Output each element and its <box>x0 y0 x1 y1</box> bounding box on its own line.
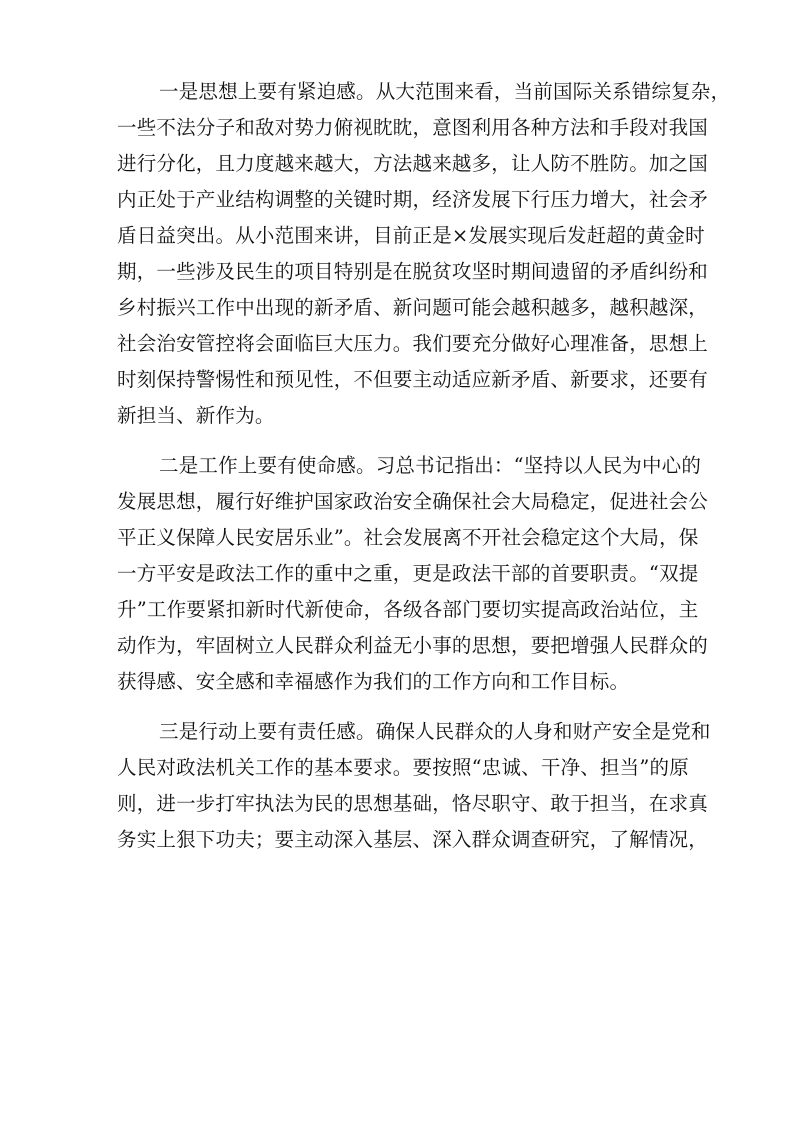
text-line: 期，一些涉及民生的项目特别是在脱贫攻坚时期间遗留的矛盾纠纷和 <box>117 260 709 283</box>
text-line: 人民对政法机关工作的基本要求。要按照“忠诚、干净、担当”的原 <box>117 756 689 779</box>
text-line: 乡村振兴工作中出现的新矛盾、新问题可能会越积越多，越积越深， <box>117 296 709 319</box>
text-line: 一方平安是政法工作的重中之重，更是政法干部的首要职责。“双提 <box>117 562 699 585</box>
text-line: 新担当、新作为。 <box>117 404 275 427</box>
text-line: 盾日益突出。从小范围来讲，目前正是×发展实现后发赶超的黄金时 <box>117 224 705 247</box>
text-line: 时刻保持警惕性和预见性，不但要主动适应新矛盾、新要求，还要有 <box>117 368 709 391</box>
text-line: 务实上狠下功夫；要主动深入基层、深入群众调查研究，了解情况， <box>117 828 709 851</box>
text-line: 动作为，牢固树立人民群众利益无小事的思想，要把增强人民群众的 <box>117 634 709 657</box>
text-line: 进行分化，且力度越来越大，方法越来越多，让人防不胜防。加之国 <box>117 152 709 175</box>
text-line: 社会治安管控将会面临巨大压力。我们要充分做好心理准备，思想上 <box>117 332 709 355</box>
paragraph-urgency <box>117 74 731 434</box>
text-line: 一些不法分子和敌对势力俯视眈眈，意图利用各种方法和手段对我国 <box>117 116 709 139</box>
text-line: 升”工作要紧扣新时代新使命，各级各部门要切实提高政治站位，主 <box>117 598 699 621</box>
document-page <box>117 74 731 872</box>
text-line: 二是工作上要有使命感。习总书记指出：“坚持以人民为中心的 <box>159 454 702 477</box>
paragraph-mission <box>117 448 709 700</box>
text-line: 发展思想，履行好维护国家政治安全确保社会大局稳定，促进社会公 <box>117 490 709 513</box>
text-line: 一是思想上要有紧迫感。从大范围来看，当前国际关系错综复杂， <box>159 80 731 103</box>
text-line: 内正处于产业结构调整的关键时期，经济发展下行压力增大，社会矛 <box>117 188 709 211</box>
text-line: 三是行动上要有责任感。确保人民群众的人身和财产安全是党和 <box>159 720 711 743</box>
paragraph-responsibility <box>117 714 711 858</box>
text-line: 获得感、安全感和幸福感作为我们的工作方向和工作目标。 <box>117 670 630 693</box>
text-line: 平正义保障人民安居乐业”。社会发展离不开社会稳定这个大局，保 <box>117 526 699 549</box>
text-line: 则，进一步打牢执法为民的思想基础，恪尽职守、敢于担当，在求真 <box>117 792 709 815</box>
